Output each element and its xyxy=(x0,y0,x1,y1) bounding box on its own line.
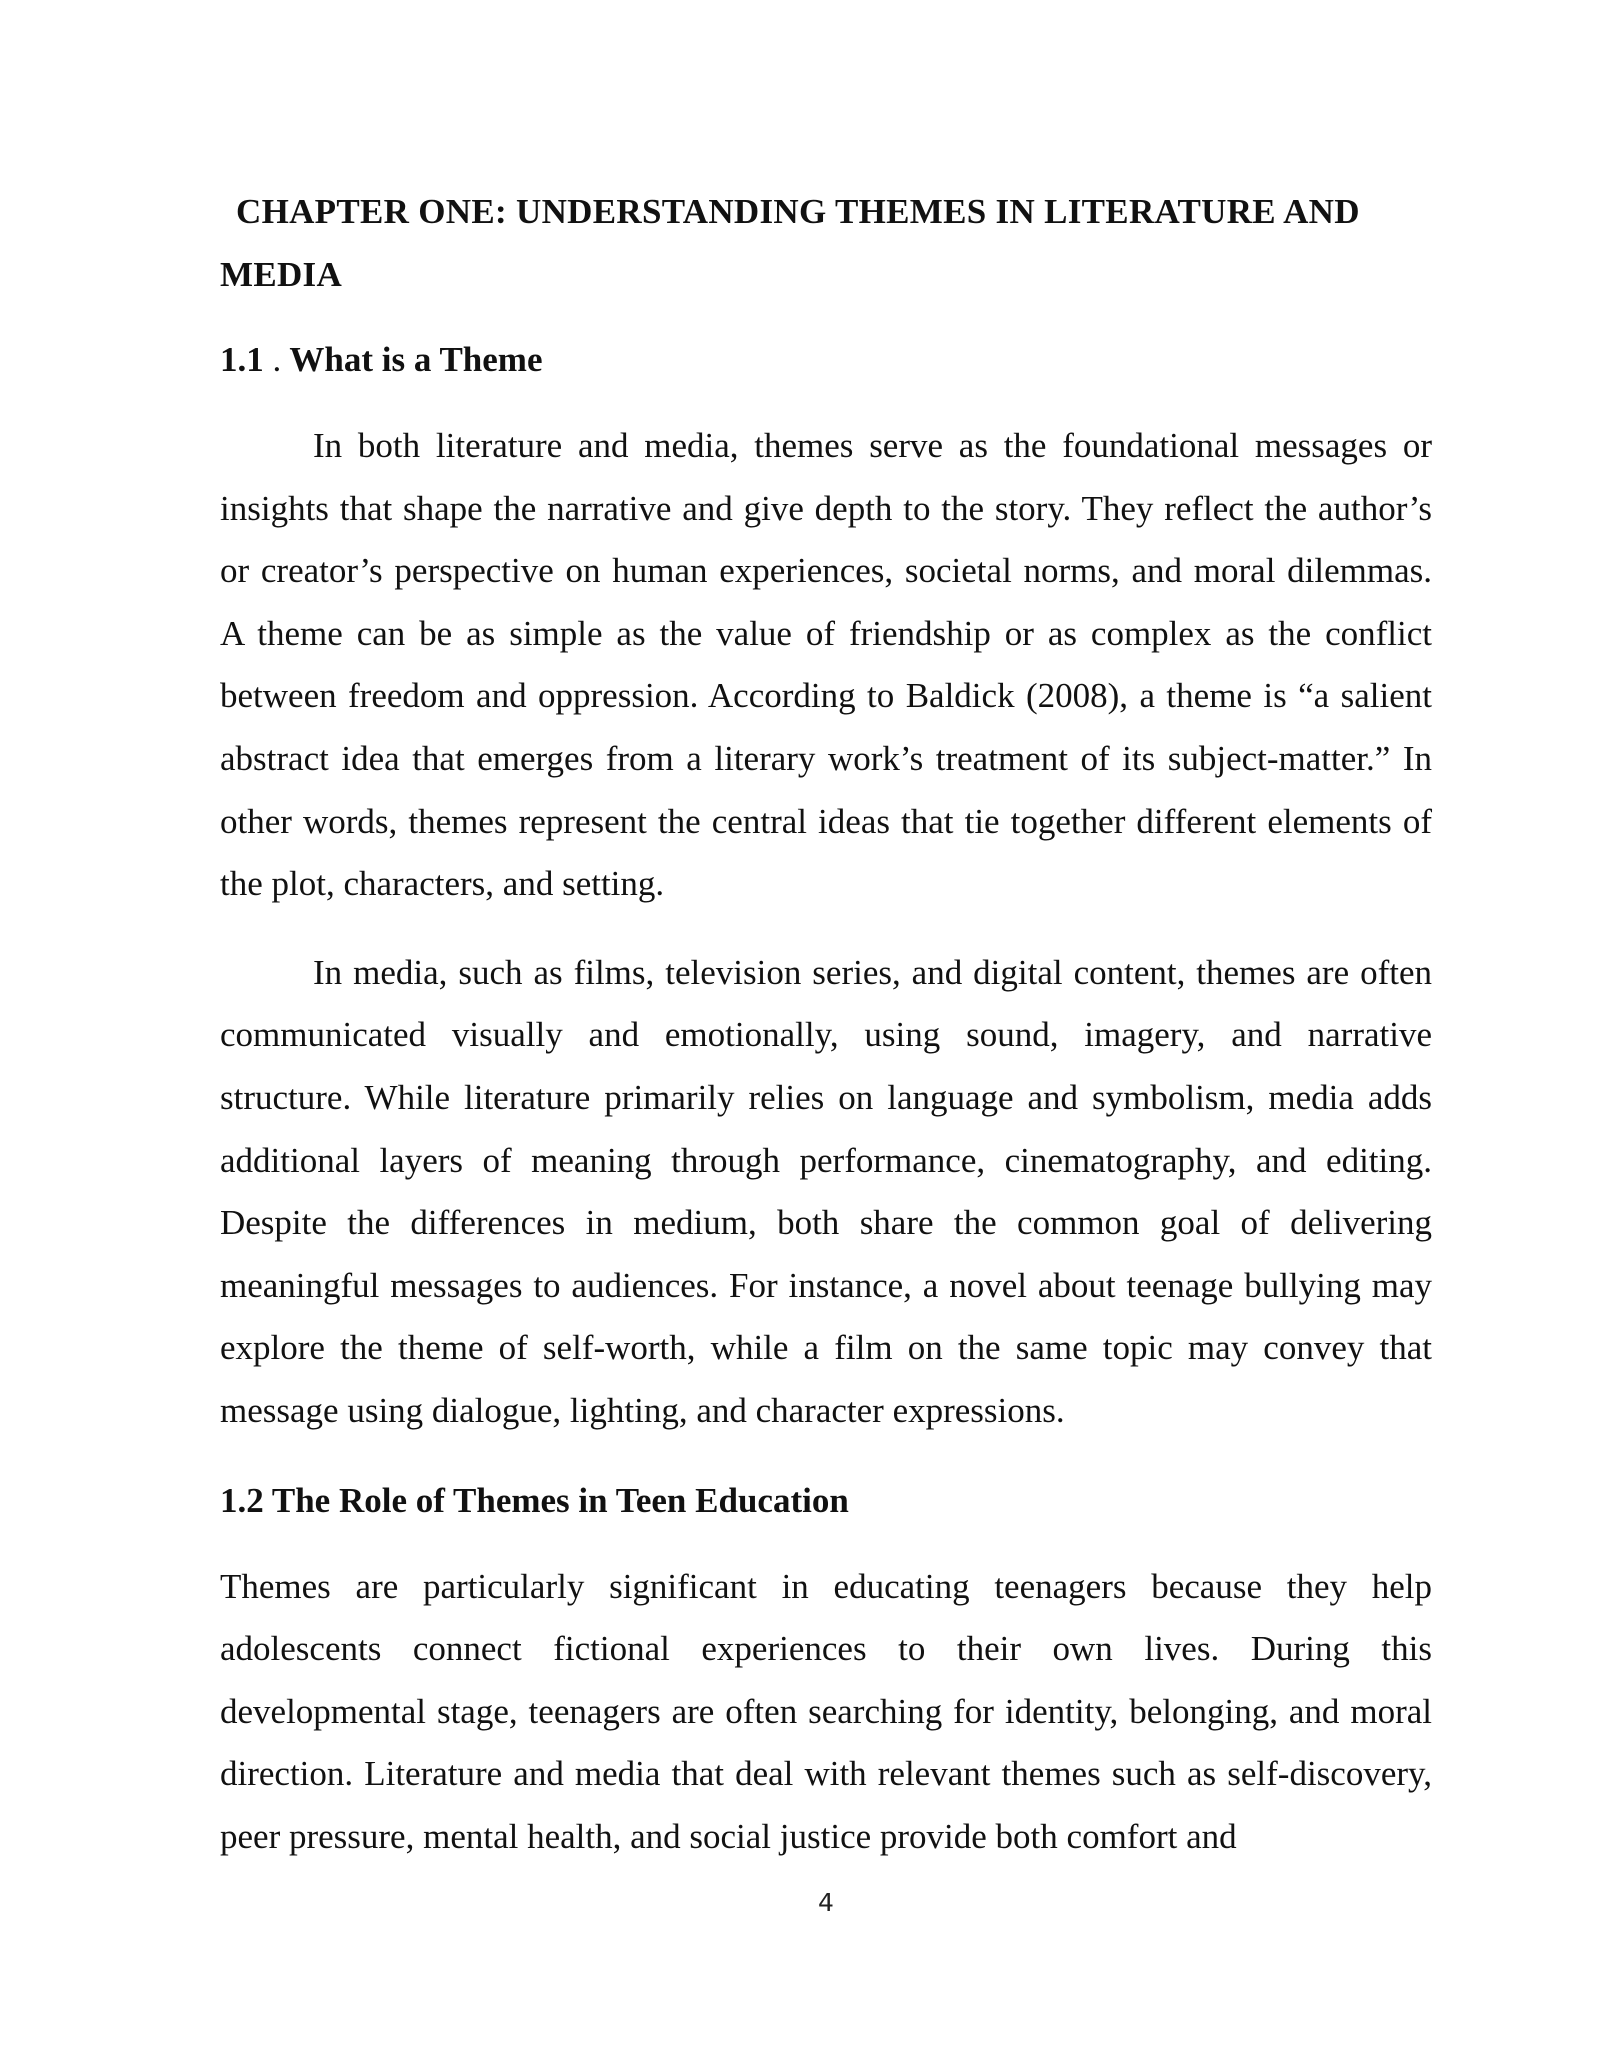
page-content xyxy=(220,180,1432,1894)
paragraph: In both literature and media, themes serve as the foundational messages or insights that shape the narrative and give depth to the story. They reflect the author’s or creator’s perspective on human experiences, societal norms, and moral dilemmas. A theme can be as simple as the value of friendship or as complex as the conflict between freedom and oppression. According to Baldick (2008), a theme is “a salient abstract idea that emerges from a literary work’s treatment of its subject-matter.” In other words, themes represent the central ideas that tie together different elements of the plot, characters, and setting. xyxy=(220,426,1432,904)
section-heading-1-1 xyxy=(220,328,1432,391)
paragraph: In media, such as films, television series, and digital content, themes are often communicated visually and emotionally, using sound, imagery, and narrative structure. While literature primarily relies on language and symbolism, media adds additional layers of meaning through performance, cinematography, and editing. Despite the differences in medium, both share the common goal of delivering meaningful messages to audiences. For instance, a novel about teenage bullying may explore the theme of self-worth, while a film on the same topic may convey that message using dialogue, lighting, and character expressions. xyxy=(220,952,1432,1430)
section-separator: . xyxy=(272,340,282,379)
paragraph: Themes are particularly significant in educating teenagers because they help adolescents connect fictional experiences to their own lives. During this developmental stage, teenagers are often searching for identity, belonging, and moral direction. Literature and media that deal with relevant themes such as self-discovery, peer pressure, mental health, and social justice provide both comfort and xyxy=(220,1566,1432,1856)
page-number: 4 xyxy=(818,1888,834,1917)
section-number: 1.1 xyxy=(220,340,264,379)
chapter-title-line-2: MEDIA xyxy=(220,255,343,294)
section-title: What is a Theme xyxy=(289,340,543,379)
chapter-title-line-1: CHAPTER ONE: UNDERSTANDING THEMES IN LITERATURE AND xyxy=(236,192,1360,231)
section-heading-1-2: 1.2 The Role of Themes in Teen Education xyxy=(220,1480,849,1520)
chapter-title xyxy=(220,180,1432,306)
